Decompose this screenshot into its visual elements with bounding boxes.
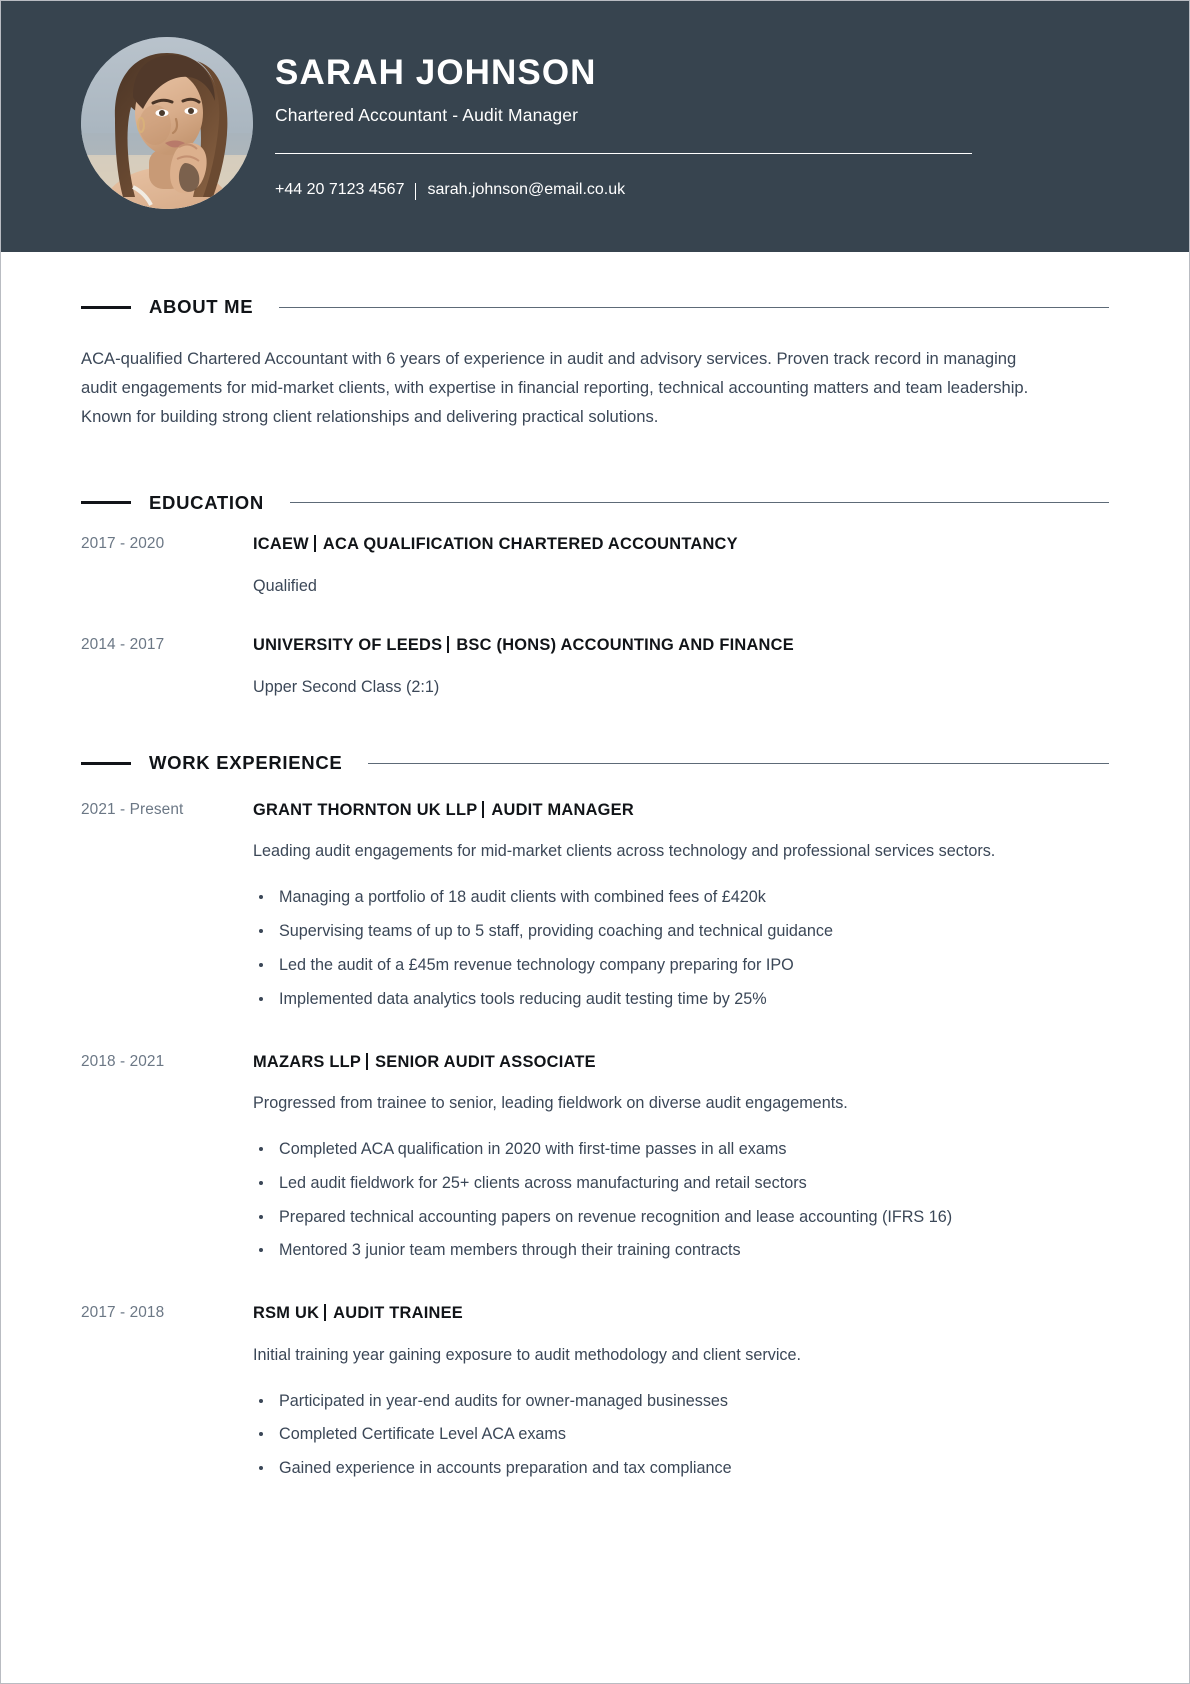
section-dash-icon <box>81 762 131 765</box>
work-company: MAZARS LLP <box>253 1052 362 1071</box>
education-detail: Qualified <box>253 577 317 596</box>
title-separator <box>314 535 316 552</box>
work-bullets <box>253 1388 1109 1484</box>
spacer-work <box>81 702 1109 752</box>
spacer-top <box>81 252 1109 296</box>
list-item: Completed ACA qualification in 2020 with first-time passes in all exams <box>253 1136 1109 1164</box>
work-summary: Initial training year gaining exposure to audit methodology and client service. <box>253 1345 802 1364</box>
header-divider <box>275 153 972 154</box>
work-entry <box>81 1050 1109 1266</box>
contact-separator <box>415 183 416 200</box>
job-title: Chartered Accountant - Audit Manager <box>275 105 579 126</box>
education-entry <box>81 633 1109 702</box>
list-item: Led the audit of a £45m revenue technology company preparing for IPO <box>253 952 1109 980</box>
section-header-education <box>81 492 1109 514</box>
work-date: 2017 - 2018 <box>81 1304 165 1322</box>
section-header-about <box>81 296 1109 318</box>
section-rule <box>279 307 1109 308</box>
phone-number[interactable]: +44 20 7123 4567 <box>275 181 405 199</box>
work-entry-title <box>253 798 1109 821</box>
work-summary: Leading audit engagements for mid-market clients across technology and professional services sectors. <box>253 842 996 861</box>
section-about-me <box>81 296 1109 431</box>
work-entry-body <box>253 1050 1109 1266</box>
section-header-work <box>81 752 1109 774</box>
work-entries <box>81 798 1109 1483</box>
education-degree: BSC (HONS) ACCOUNTING AND FINANCE <box>456 635 794 654</box>
work-role: SENIOR AUDIT ASSOCIATE <box>375 1052 596 1071</box>
list-item: Prepared technical accounting papers on revenue recognition and lease accounting (IFRS 16) <box>253 1204 1109 1232</box>
work-company: RSM UK <box>253 1304 320 1323</box>
list-item: Participated in year-end audits for owner-managed businesses <box>253 1388 1109 1416</box>
section-title-work: WORK EXPERIENCE <box>149 752 343 774</box>
title-separator <box>482 801 484 818</box>
list-item: Supervising teams of up to 5 staff, providing coaching and technical guidance <box>253 918 1109 946</box>
about-me-text: ACA-qualified Chartered Accountant with 6 years of experience in audit and advisory services. Proven track record in managing audit engagements for mid-market clients, with expertise in financial reporting, technical accounting matters and team leadership. Known for building strong client relationships and delivering practical solutions. <box>81 349 1029 427</box>
education-entries <box>81 532 1109 702</box>
section-dash-icon <box>81 306 131 309</box>
work-bullets <box>253 884 1109 1013</box>
education-entry-title <box>253 633 1109 656</box>
title-separator <box>324 1304 326 1321</box>
list-item: Led audit fieldwork for 25+ clients across manufacturing and retail sectors <box>253 1170 1109 1198</box>
list-item: Mentored 3 junior team members through their training contracts <box>253 1237 1109 1265</box>
education-degree: ACA QUALIFICATION CHARTERED ACCOUNTANCY <box>322 534 738 553</box>
portrait-photo-icon <box>81 37 253 209</box>
email-address[interactable]: sarah.johnson@email.co.uk <box>427 181 626 199</box>
education-entry-body <box>253 532 1109 601</box>
section-rule <box>368 763 1109 764</box>
work-entry <box>81 798 1109 1014</box>
list-item: Completed Certificate Level ACA exams <box>253 1421 1109 1449</box>
page-title: SARAH JOHNSON <box>275 53 597 92</box>
work-date: 2018 - 2021 <box>81 1052 165 1070</box>
resume-header <box>1 1 1189 252</box>
title-separator <box>366 1053 368 1070</box>
education-date: 2014 - 2017 <box>81 635 165 653</box>
education-detail: Upper Second Class (2:1) <box>253 678 440 697</box>
work-bullets <box>253 1136 1109 1265</box>
section-rule <box>290 502 1109 503</box>
list-item: Implemented data analytics tools reducing audit testing time by 25% <box>253 986 1109 1014</box>
education-org: UNIVERSITY OF LEEDS <box>253 635 443 654</box>
work-date: 2021 - Present <box>81 801 184 819</box>
education-org: ICAEW <box>253 534 309 553</box>
education-entry-body <box>253 633 1109 702</box>
section-work-experience <box>81 752 1109 1483</box>
work-entry <box>81 1301 1109 1483</box>
work-entry-title <box>253 1301 1109 1324</box>
work-company: GRANT THORNTON UK LLP <box>253 801 478 820</box>
section-title-education: EDUCATION <box>149 491 264 513</box>
section-education <box>81 492 1109 702</box>
work-entry-body <box>253 1301 1109 1483</box>
work-summary: Progressed from trainee to senior, leading fieldwork on diverse audit engagements. <box>253 1094 848 1113</box>
section-title-about: ABOUT ME <box>149 296 254 317</box>
work-role: AUDIT MANAGER <box>491 801 634 820</box>
work-role: AUDIT TRAINEE <box>333 1304 463 1323</box>
work-entry-title <box>253 1050 1109 1073</box>
education-entry-title <box>253 532 1109 555</box>
list-item: Gained experience in accounts preparation and tax compliance <box>253 1455 1109 1483</box>
title-separator <box>447 636 449 653</box>
list-item: Managing a portfolio of 18 audit clients with combined fees of £420k <box>253 884 1109 912</box>
education-entry <box>81 532 1109 601</box>
header-text-block <box>275 53 1069 199</box>
spacer-education <box>81 448 1109 492</box>
section-dash-icon <box>81 501 131 504</box>
avatar <box>81 37 253 209</box>
education-date: 2017 - 2020 <box>81 534 165 552</box>
contact-line <box>275 181 1069 199</box>
resume-body <box>1 252 1189 1483</box>
work-entry-body <box>253 798 1109 1014</box>
